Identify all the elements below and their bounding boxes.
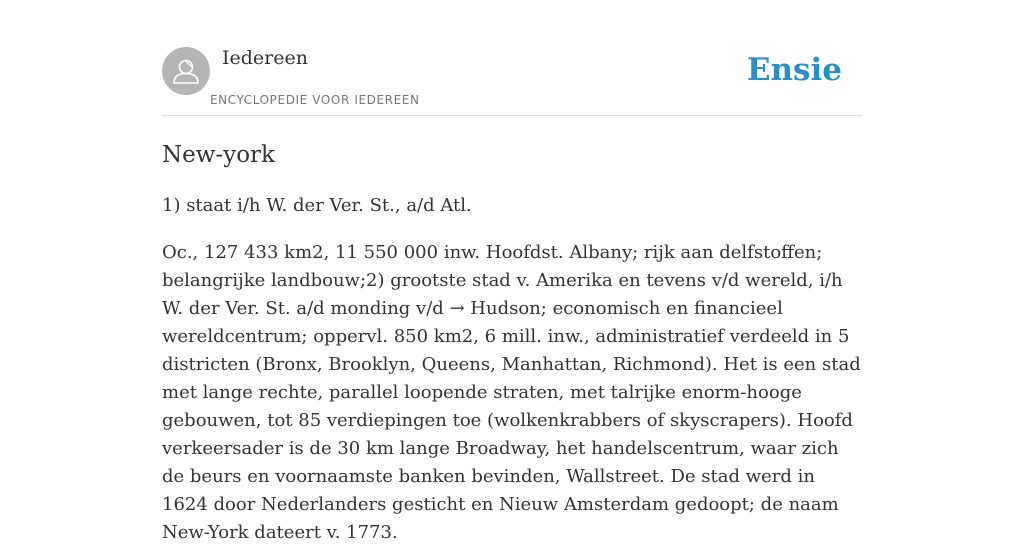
author-name[interactable]: Iedereen — [222, 47, 308, 69]
article-title: New-york — [162, 142, 275, 168]
article-paragraph: 1) staat i/h W. der Ver. St., a/d Atl. — [162, 195, 472, 216]
site-tagline: ENCYCLOPEDIE VOOR IEDEREEN — [210, 93, 420, 107]
author-avatar[interactable] — [162, 47, 210, 95]
header — [162, 46, 862, 116]
user-icon — [162, 47, 210, 95]
brand-logo[interactable]: Ensie — [746, 52, 842, 88]
article-paragraph: Oc., 127 433 km2, 11 550 000 inw. Hoofdst. Albany; rijk aan delfstoffen; belangrijke landbouw;2) grootste stad v. Amerika en tevens v/d wereld, i/h W. der Ver. St. a/d monding v/d → Hudson; economisch en financieel wereldcentrum; oppervl. 850 km2, 6 mill. inw., administratief verdeeld in 5 districten (Bronx, Brooklyn, Queens, Manhattan, Richmond). Het is een stad met lange rechte, parallel loopende straten, met talrijke enorm-hooge gebouwen, tot 85 verdiepingen toe (wolkenkrabbers of skyscrapers). Hoofd verkeersader is de 30 km lange Broadway, het handelscentrum, waar zich de beurs en voornaamste banken bevinden, Wallstreet. De stad werd in 1624 door Nederlanders gesticht en Nieuw Amsterdam gedoopt; de naam New-York dateert v. 1773. — [162, 242, 861, 543]
